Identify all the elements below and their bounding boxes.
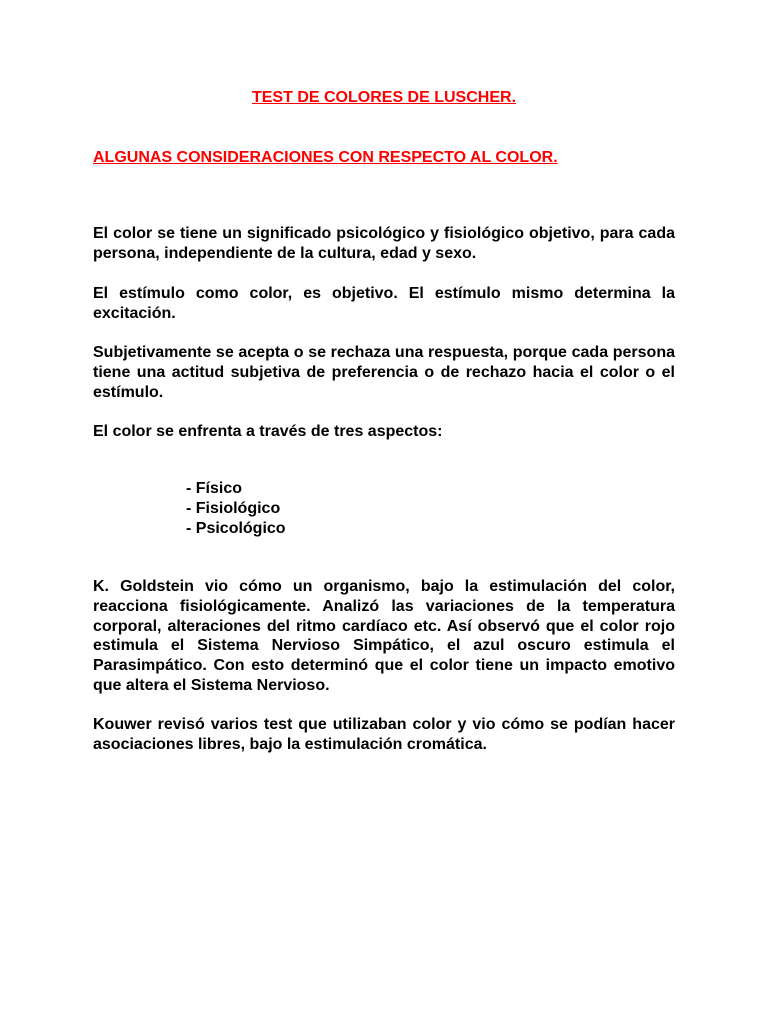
paragraph-goldstein: K. Goldstein vio cómo un organismo, bajo la estimulación del color, reacciona fisiológicamente. Analizó las variaciones de la temperatura corporal, alteraciones del ritmo cardíaco etc. Así observó que el color rojo estimula el Sistema Nervioso Simpático, el azul oscuro estimula el Parasimpático. Con esto determinó que el color tiene un impacto emotivo que altera el Sistema Nervioso. <box>93 578 675 694</box>
paragraph-stimulus: El estímulo como color, es objetivo. El estímulo mismo determina la excitación. <box>93 285 675 322</box>
list-item-fisiologico: - Fisiológico <box>186 499 281 517</box>
paragraph-three-aspects: El color se enfrenta a través de tres aspectos: <box>93 423 443 440</box>
section-heading: ALGUNAS CONSIDERACIONES CON RESPECTO AL COLOR. <box>93 149 558 166</box>
paragraph-objective-meaning: El color se tiene un significado psicológico y fisiológico objetivo, para cada persona, independiente de la cultura, edad y sexo. <box>93 225 675 262</box>
list-item-fisico: - Físico <box>186 480 243 497</box>
document-title: TEST DE COLORES DE LUSCHER. <box>251 89 517 106</box>
paragraph-subjective-response: Subjetivamente se acepta o se rechaza una respuesta, porque cada persona tiene una actitud subjetiva de preferencia o de rechazo hacia el color o el estímulo. <box>93 344 675 401</box>
list-item-psicologico: - Psicológico <box>186 519 286 537</box>
paragraph-kouwer: Kouwer revisó varios test que utilizaban color y vio cómo se podían hacer asociaciones libres, bajo la estimulación cromática. <box>93 716 675 753</box>
aspects-list <box>186 479 286 538</box>
